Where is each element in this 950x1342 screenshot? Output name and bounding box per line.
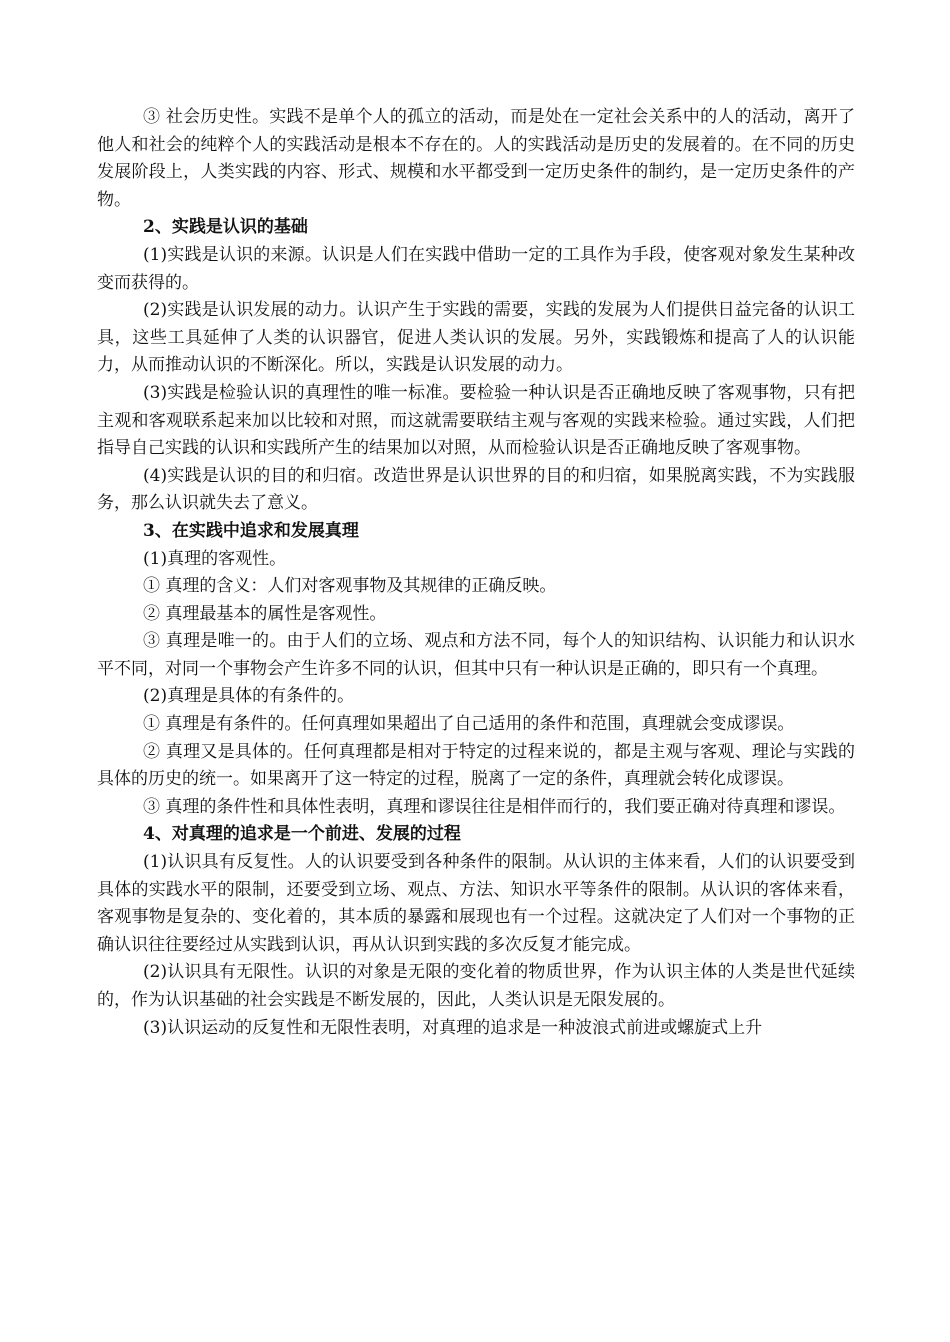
paragraph-truth-conditional: (2)真理是具体的有条件的。 (143, 686, 355, 707)
paragraph-truth-and-error: ③ 真理的条件性和具体性表明，真理和谬误往往是相伴而行的，我们要正确对待真理和谬误。 (143, 796, 846, 817)
paragraph-social-history: ③ 社会历史性。实践不是单个人的孤立的活动，而是处在一定社会关系中的人的活动，离开了他人和社会的纯粹个人的实践活动是根本不存在的。人的实践活动是历史的发展着的。在不同的历史发展阶段上，人类实践的内容、形式、规模和水平都受到一定历史条件的制约，是一定历史条件的产物。 (97, 107, 855, 210)
paragraph-practice-standard: (3)实践是检验认识的真理性的唯一标准。要检验一种认识是否正确地反映了客观事物，只有把主观和客观联系起来加以比较和对照，而这就需要联结主观与客观的实践来检验。通过实践，人们把指导自己实践的认识和实践所产生的结果加以对照，从而检验认识是否正确地反映了客观事物。 (97, 382, 855, 459)
paragraph-practice-source: (1)实践是认识的来源。认识是人们在实践中借助一定的工具作为手段，使客观对象发生某种改变而获得的。 (97, 244, 855, 293)
document-body (97, 104, 855, 1042)
paragraph-practice-motive: (2)实践是认识发展的动力。认识产生于实践的需要，实践的发展为人们提供日益完备的认识工具，这些工具延伸了人类的认识器官，促进人类认识的发展。另外，实践锻炼和提高了人的认识能力，从而推动认识的不断深化。所以，实践是认识发展的动力。 (97, 300, 855, 376)
paragraph-truth-objectivity: (1)真理的客观性。 (143, 548, 287, 569)
paragraph-cognition-infinite: (2)认识具有无限性。认识的对象是无限的变化着的物质世界，作为认识主体的人类是世代延续的，作为认识基础的社会实践是不断发展的，因此，人类认识是无限发展的。 (97, 962, 855, 1010)
paragraph-cognition-repetitive: (1)认识具有反复性。人的认识要受到各种条件的限制。从认识的主体来看，人们的认识要受到具体的实践水平的限制，还要受到立场、观点、方法、知识水平等条件的限制。从认识的客体来看，客观事物是复杂的、变化着的，其本质的暴露和展现也有一个过程。这就决定了人们对一个事物的正确认识往往要经过从实践到认识，再从认识到实践的多次反复才能完成。 (97, 852, 855, 955)
section-heading-2: 2、实践是认识的基础 (143, 217, 308, 238)
section-heading-3: 3、在实践中追求和发展真理 (143, 520, 359, 541)
paragraph-cognition-spiral: (3)认识运动的反复性和无限性表明，对真理的追求是一种波浪式前进或螺旋式上升 (143, 1017, 763, 1038)
paragraph-truth-unique: ③ 真理是唯一的。由于人们的立场、观点和方法不同，每个人的知识结构、认识能力和认识水平不同，对同一个事物会产生许多不同的认识，但其中只有一种认识是正确的，即只有一个真理。 (97, 631, 855, 679)
section-heading-4: 4、对真理的追求是一个前进、发展的过程 (143, 824, 461, 845)
paragraph-truth-has-conditions: ① 真理是有条件的。任何真理如果超出了自己适用的条件和范围，真理就会变成谬误。 (143, 714, 795, 735)
paragraph-truth-concrete: ② 真理又是具体的。任何真理都是相对于特定的过程来说的，都是主观与客观、理论与实践的具体的历史的统一。如果离开了这一特定的过程，脱离了一定的条件，真理就会转化成谬误。 (97, 741, 855, 790)
paragraph-truth-attribute: ② 真理最基本的属性是客观性。 (143, 603, 387, 624)
paragraph-practice-purpose: (4)实践是认识的目的和归宿。改造世界是认识世界的目的和归宿，如果脱离实践，不为实践服务，那么认识就失去了意义。 (97, 465, 855, 514)
paragraph-truth-meaning: ① 真理的含义：人们对客观事物及其规律的正确反映。 (143, 576, 557, 597)
